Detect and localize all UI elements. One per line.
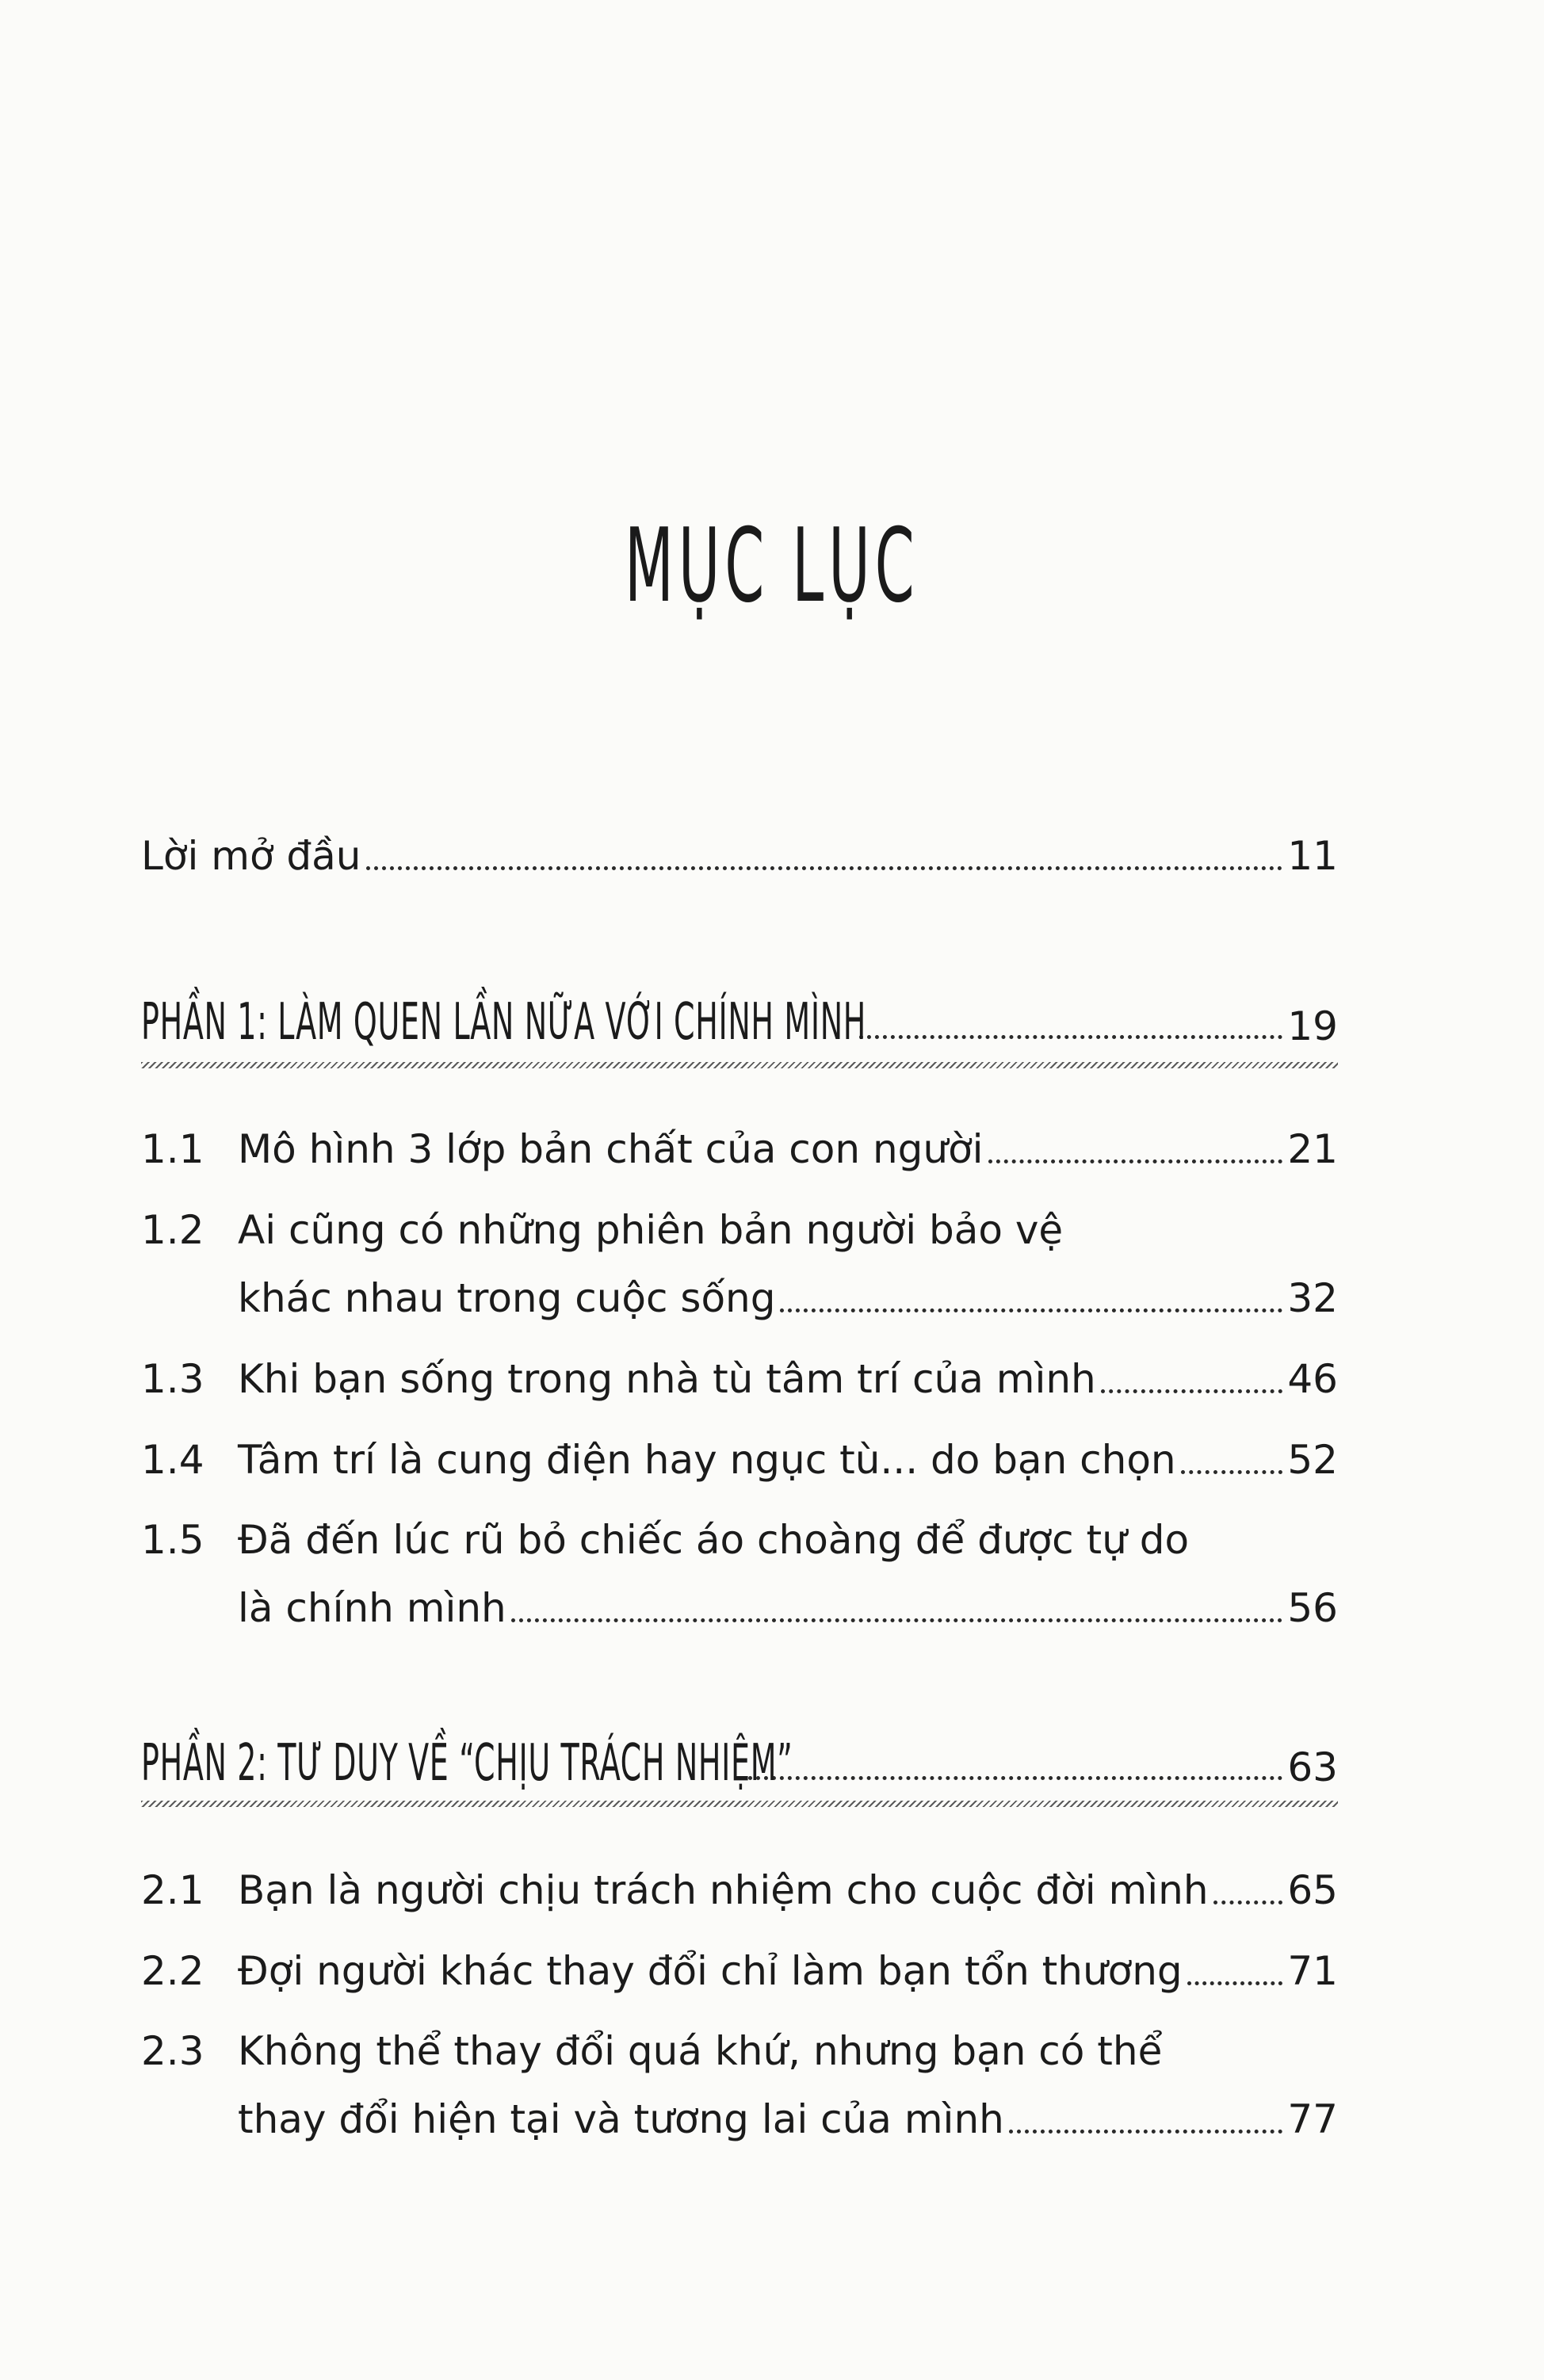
toc-entry-continued — [141, 2095, 1338, 2143]
part-divider — [141, 1801, 1338, 1807]
toc-part-label: PHẦN 2: TƯ DUY VỀ “CHỊU TRÁCH NHIỆM” — [141, 1734, 793, 1793]
toc-entry-number: 1.5 — [141, 1517, 204, 1563]
toc-part-page: 19 — [1287, 1003, 1338, 1049]
toc-entry — [141, 1355, 1338, 1403]
dot-leader — [1181, 1470, 1283, 1474]
toc-entry-page: 11 — [1287, 833, 1338, 879]
toc-entry-continued — [141, 1584, 1338, 1632]
toc-entry-intro — [141, 832, 1338, 880]
dot-leader — [1187, 1981, 1283, 1985]
dot-leader — [1101, 1389, 1283, 1393]
dot-leader — [748, 1776, 1282, 1780]
toc-entry-label: Ai cũng có những phiên bản người bảo vệ — [238, 1207, 1064, 1253]
toc-entry-number: 1.2 — [141, 1207, 204, 1253]
toc-entry-number: 1.3 — [141, 1356, 204, 1402]
toc-entry-page: 52 — [1287, 1437, 1338, 1483]
toc-entry — [141, 1947, 1338, 1995]
toc-entry-number: 2.3 — [141, 2028, 204, 2074]
toc-entry-page: 65 — [1287, 1867, 1338, 1913]
toc-entry-number: 1.1 — [141, 1126, 204, 1172]
dot-leader — [1009, 2130, 1283, 2134]
toc-entry-page: 71 — [1287, 1948, 1338, 1994]
toc-entry-page: 32 — [1287, 1275, 1338, 1321]
toc-entry-label: Đã đến lúc rũ bỏ chiếc áo choàng để được tự do — [238, 1517, 1190, 1563]
page-title: MỤC LỤC — [625, 507, 919, 625]
dot-leader — [859, 1035, 1282, 1039]
toc-entry — [141, 2027, 1338, 2075]
toc-entry-label: là chính mình — [238, 1585, 506, 1631]
toc-entry-label: Tâm trí là cung điện hay ngục tù... do bạn chọn — [238, 1437, 1176, 1483]
toc-entry-number: 2.1 — [141, 1867, 204, 1913]
dot-leader — [366, 866, 1283, 870]
toc-entry-label: Bạn là người chịu trách nhiệm cho cuộc đời mình — [238, 1867, 1209, 1913]
toc-entry — [141, 1125, 1338, 1173]
toc-part-2 — [141, 1736, 1338, 1791]
toc-entry-continued — [141, 1274, 1338, 1322]
dot-leader — [1213, 1901, 1283, 1904]
toc-entry-label: Không thể thay đổi quá khứ, nhưng bạn có thể — [238, 2028, 1163, 2074]
toc-entry — [141, 1866, 1338, 1914]
toc-entry-page: 46 — [1287, 1356, 1338, 1402]
toc-part-label: PHẦN 1: LÀM QUEN LẦN NỮA VỚI CHÍNH MÌNH — [141, 993, 867, 1052]
toc-entry — [141, 1206, 1338, 1254]
toc-part-page: 63 — [1287, 1744, 1338, 1790]
toc-entry — [141, 1436, 1338, 1484]
dot-leader — [511, 1618, 1283, 1622]
toc-entry-label: Đợi người khác thay đổi chỉ làm bạn tổn thương — [238, 1948, 1183, 1994]
toc-entry-label: Khi bạn sống trong nhà tù tâm trí của mình — [238, 1356, 1096, 1402]
toc-entry-label: khác nhau trong cuộc sống — [238, 1275, 776, 1321]
part-divider — [141, 1062, 1338, 1068]
toc-entry-label: Mô hình 3 lớp bản chất của con người — [238, 1126, 984, 1172]
toc-entry — [141, 1516, 1338, 1564]
toc-entry-page: 21 — [1287, 1126, 1338, 1172]
toc-entry-page: 77 — [1287, 2096, 1338, 2142]
dot-leader — [988, 1159, 1283, 1163]
toc-entry-label: thay đổi hiện tại và tương lai của mình — [238, 2096, 1004, 2142]
toc-entry-number: 2.2 — [141, 1948, 204, 1994]
toc-entry-label: Lời mở đầu — [141, 833, 361, 879]
dot-leader — [780, 1308, 1282, 1312]
toc-entry-number: 1.4 — [141, 1437, 204, 1483]
toc-part-1 — [141, 995, 1338, 1050]
toc-entry-page: 56 — [1287, 1585, 1338, 1631]
